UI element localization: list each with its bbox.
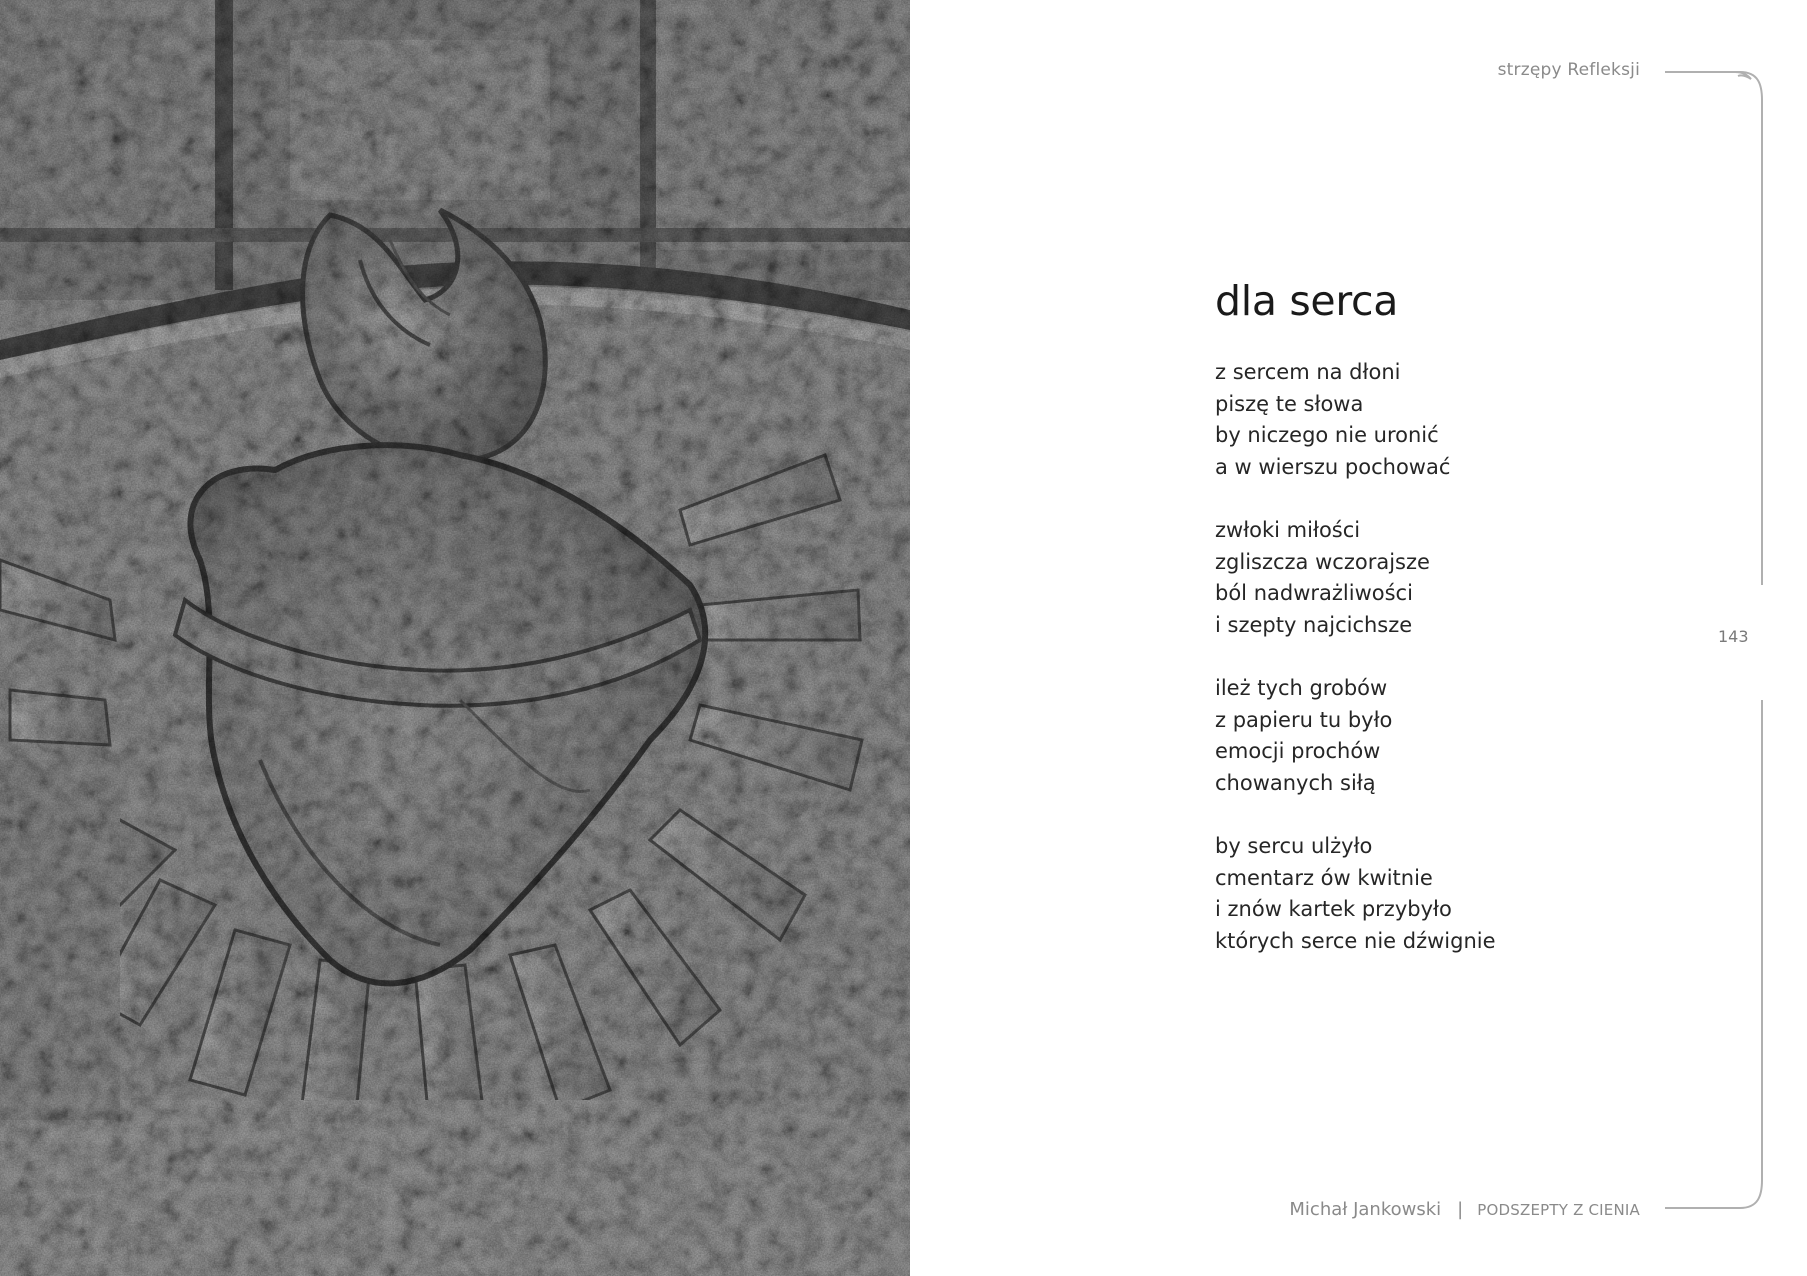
footer-author: Michał Jankowski [1289,1199,1442,1220]
verse-line: emocji prochów [1215,739,1381,764]
running-head: strzępy Refleksji [1497,60,1640,80]
verse-line: których serce nie dźwignie [1215,928,1496,953]
verse-line: a w wierszu pochować [1215,454,1451,479]
verse-line: by niczego nie uronić [1215,423,1439,448]
verse-line: chowanych siłą [1215,770,1376,795]
page-footer [1289,1199,1640,1220]
verse-line: ból nadwrażliwości [1215,581,1413,606]
stanza [1215,831,1695,957]
verse-line: z papieru tu było [1215,707,1393,732]
verse-line: zwłoki miłości [1215,517,1361,542]
verse-line: by sercu ulżyło [1215,833,1373,858]
right-page [910,0,1807,1276]
verse-line: piszę te słowa [1215,391,1364,416]
verse-line: i szepty najcichsze [1215,612,1413,637]
footer-book-title: PODSZEPTY Z CIENIA [1477,1201,1640,1219]
verse-line: ileż tych grobów [1215,675,1388,700]
page-number: 143 [1718,627,1749,646]
footer-separator: | [1457,1199,1464,1220]
stanza [1215,673,1695,799]
stanza [1215,357,1695,483]
verse-line: zgliszcza wczorajsze [1215,549,1430,574]
verse-line: i znów kartek przybyło [1215,897,1452,922]
poem-title: dla serca [1215,277,1399,325]
poem [1215,273,1695,989]
verse-line: z sercem na dłoni [1215,360,1401,384]
stanza [1215,515,1695,641]
verse-line: cmentarz ów kwitnie [1215,865,1433,890]
